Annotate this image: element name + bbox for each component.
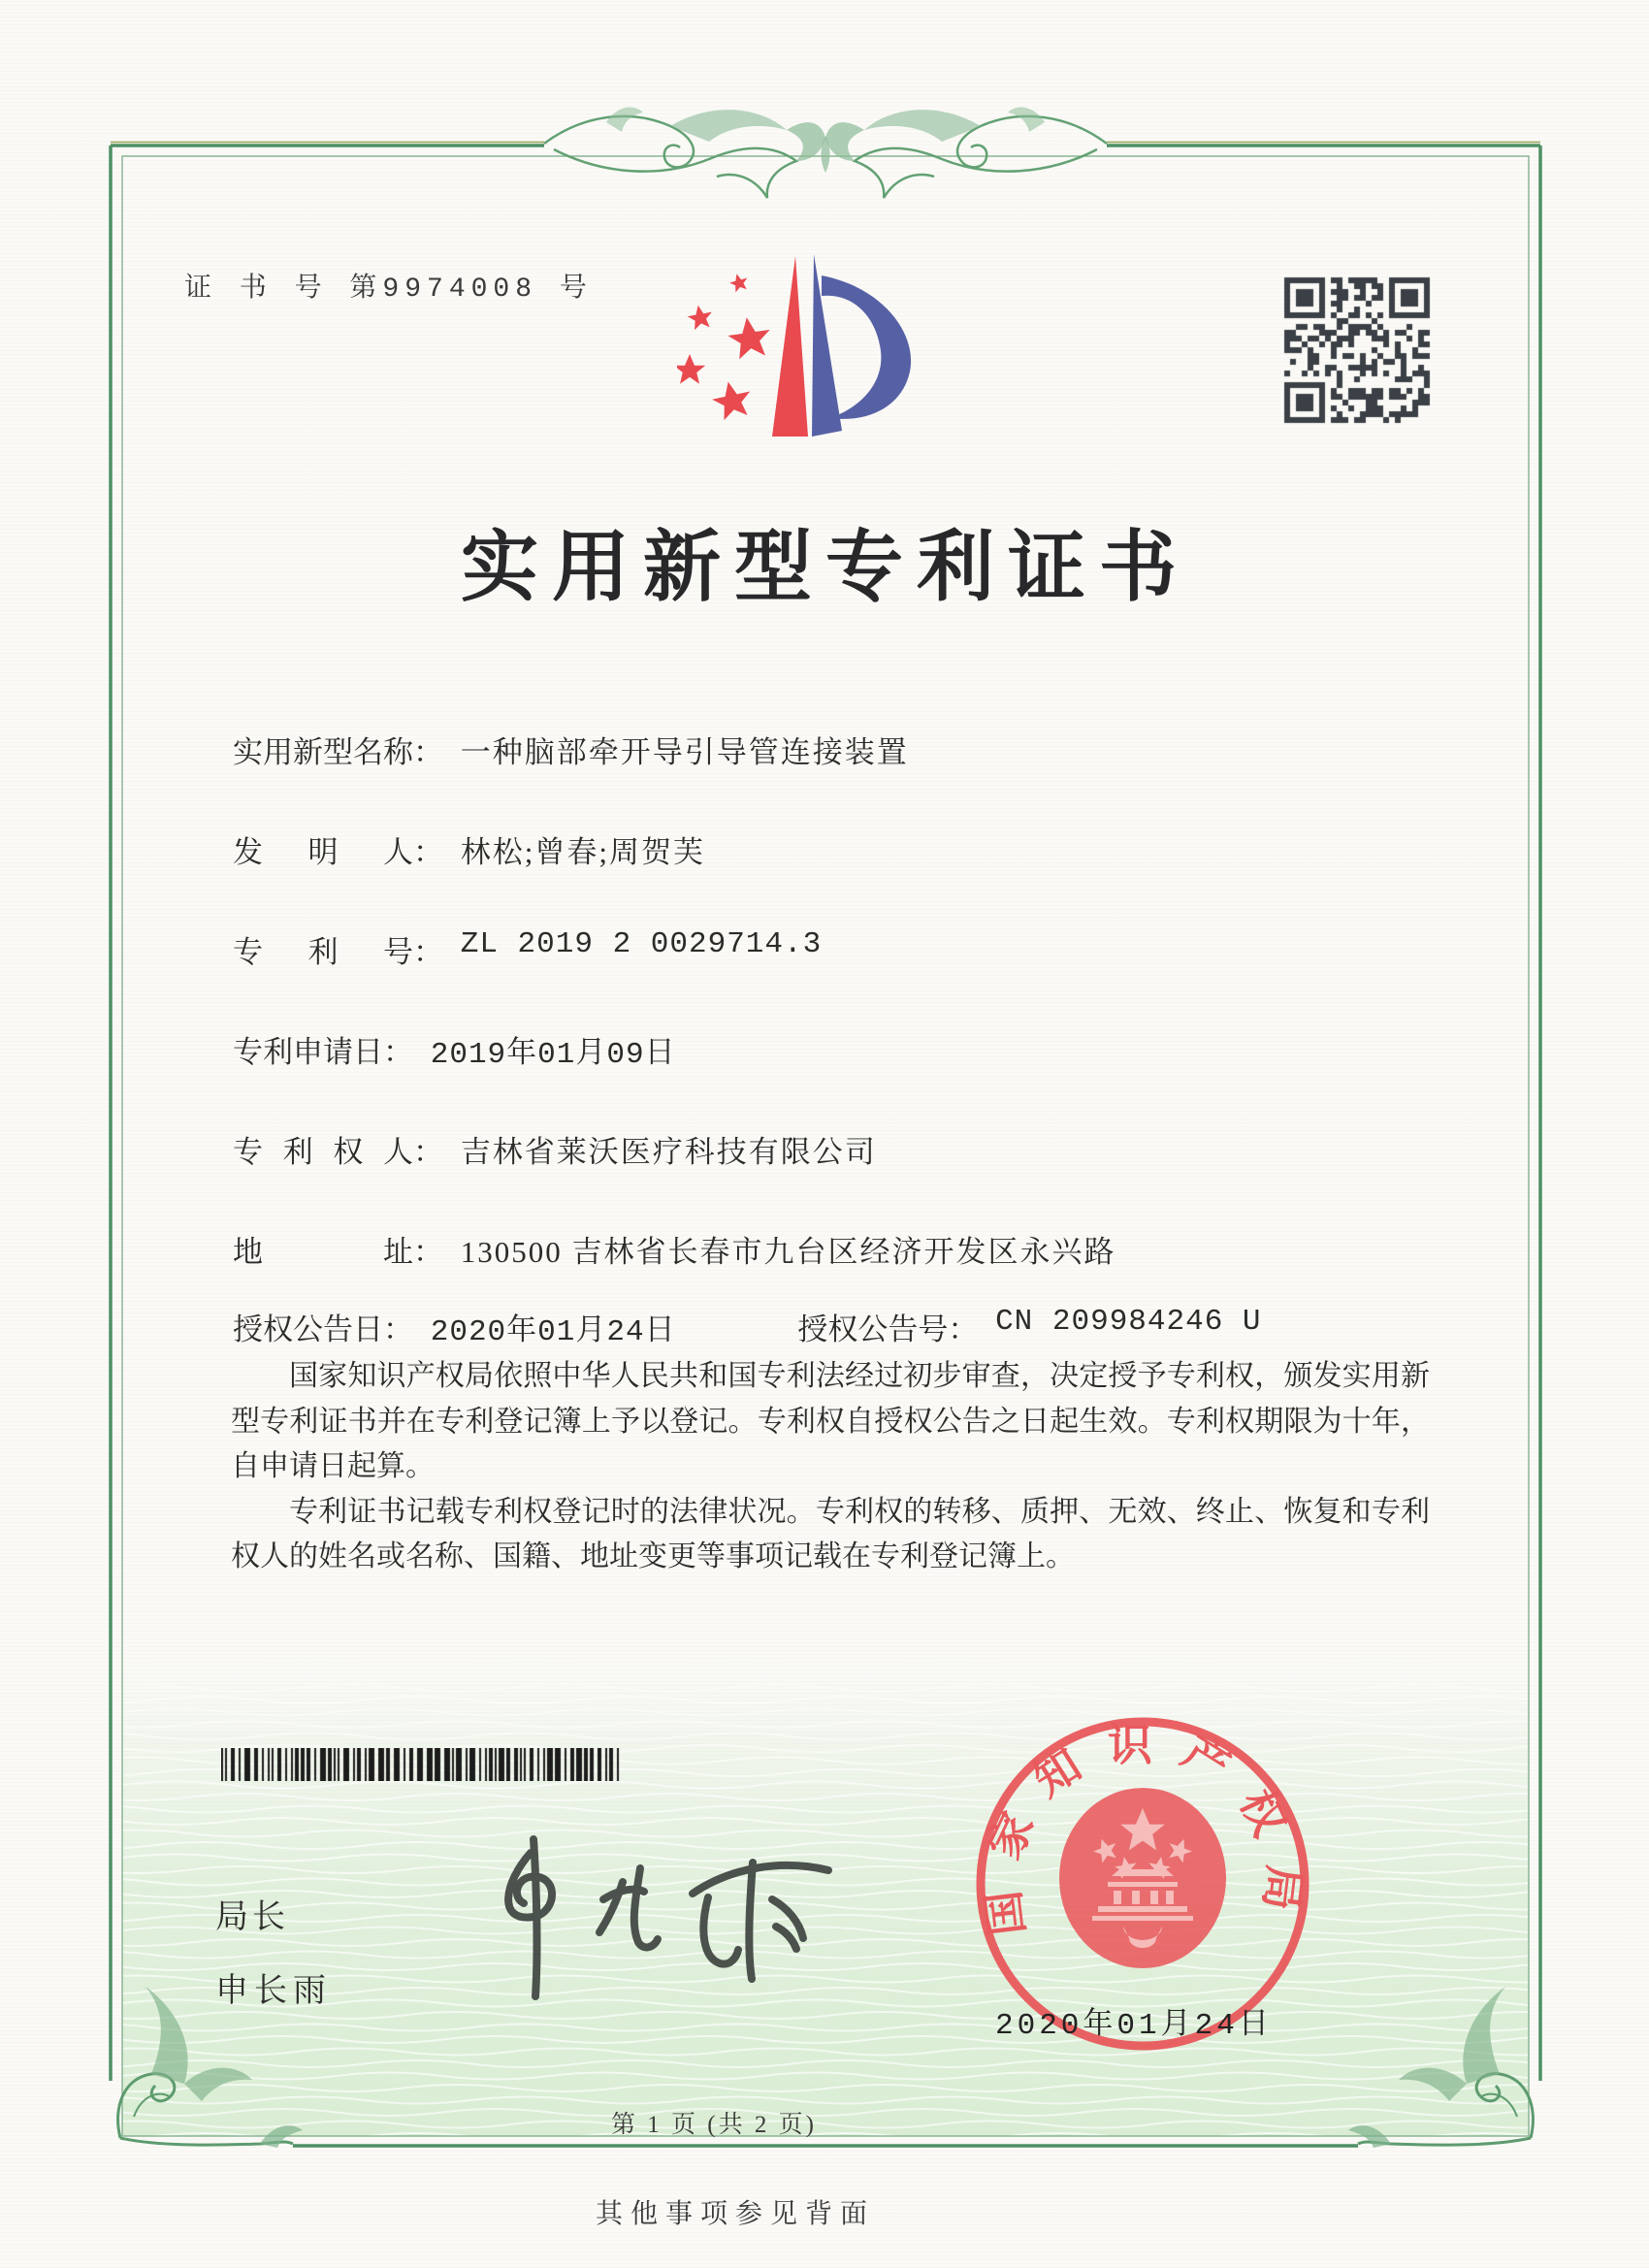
field-value: 2020年01月24日 [430,1315,676,1349]
field-utility-model-name: 实用新型名称： 一种脑部牵开导引导管连接装置 [233,728,909,771]
field-value: CN 209984246 U [995,1305,1262,1339]
cnipa-logo [677,244,937,456]
director-title: 局长 [215,1899,289,1935]
field-patentee: 专利权人： 吉林省莱沃医疗科技有限公司 [233,1127,877,1171]
certificate-title: 实用新型专利证书 [461,526,1190,611]
qr-code [1278,272,1436,429]
back-note: 其他事项参见背面 [596,2199,876,2229]
logo-stars [677,272,773,422]
seal-national-emblem [1059,1788,1226,1968]
field-value: 林松;曾春;周贺芙 [460,835,705,869]
field-value: 一种脑部牵开导引导管连接装置 [460,735,909,769]
logo-red-wedge [772,256,808,437]
field-label: 授权公告日 [233,1312,383,1346]
field-label: 地址 [233,1235,413,1269]
legal-paragraph-1: 国家知识产权局依照中华人民共和国专利法经过初步审查，决定授予专利权，颁发实用新型专利证书并在专利登记簿上予以登记。专利权自授权公告之日起生效。专利权期限为十年，自申请日起算。 [231,1360,1430,1482]
field-label: 实用新型名称 [233,735,413,769]
field-patent-number: 专利号： ZL 2019 2 0029714.3 [233,927,823,969]
field-value: 吉林省莱沃医疗科技有限公司 [460,1135,877,1169]
seal-text: 国家知识产权局 [975,1720,1310,1939]
field-grant-row: 授权公告日： 2020年01月24日 授权公告号： CN 209984246 U [233,1305,1262,1349]
seal-date: 2020年01月24日 [995,2009,1273,2043]
field-label: 专利权人 [233,1135,413,1169]
field-value: ZL 2019 2 0029714.3 [460,927,823,961]
legal-paragraph-2: 专利证书记载专利权登记时的法律状况。专利权的转移、质押、无效、终止、恢复和专利权人的姓名或名称、国籍、地址变更等事项记载在专利登记簿上。 [231,1495,1430,1572]
top-center-flourish [544,108,1107,198]
barcode [221,1748,621,1781]
field-label: 专利号 [233,935,413,969]
certificate-number: 证 书 号 第9974008 号 [184,275,593,305]
field-label: 授权公告号 [797,1312,949,1346]
field-inventor: 发明人： 林松;曾春;周贺芙 [233,827,705,871]
director-signature [448,1831,865,2016]
director-name: 申长雨 [215,1973,332,2009]
field-label: 发明人 [233,835,413,869]
field-label: 专利申请日 [233,1035,383,1069]
legal-text [231,1354,1430,1580]
field-address: 地址： 130500 吉林省长春市九台区经济开发区永兴路 [233,1227,1116,1271]
page-indicator: 第 1 页 (共 2 页) [611,2112,817,2138]
field-value: 130500 吉林省长春市九台区经济开发区永兴路 [460,1235,1116,1269]
field-value: 2019年01月09日 [430,1038,676,1072]
field-filing-date: 专利申请日： 2019年01月09日 [233,1027,676,1072]
